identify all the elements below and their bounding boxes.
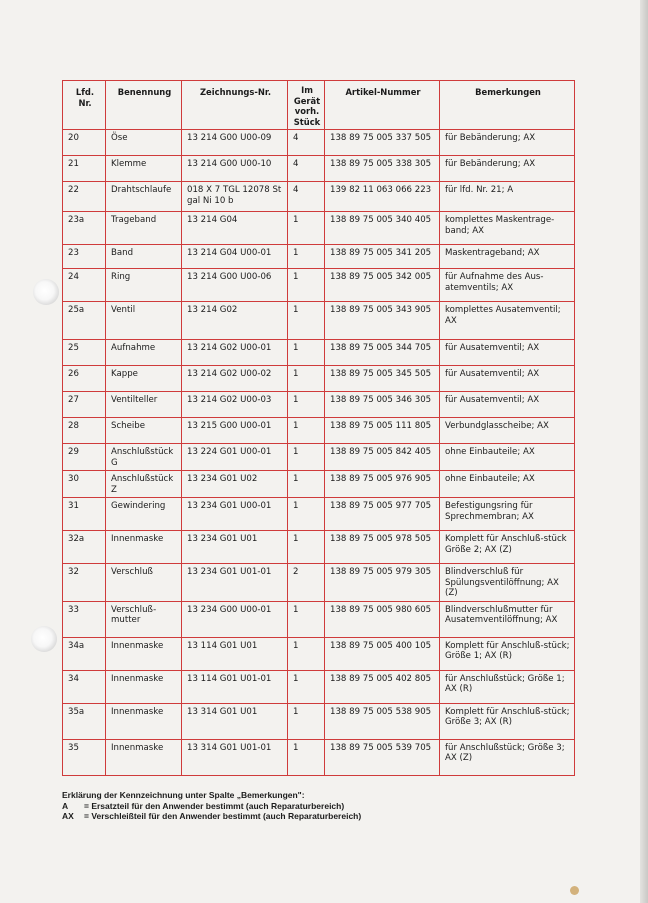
table-row	[63, 212, 575, 245]
zeichnungs-nr-cell: 13 314 G01 U01-01	[182, 739, 288, 775]
bemerkungen-cell: für Bebänderung; AX	[440, 156, 575, 182]
lfd-nr-cell: 31	[63, 498, 106, 531]
artikel-nummer-cell: 138 89 75 005 342 005	[325, 269, 440, 302]
lfd-nr-cell: 35a	[63, 703, 106, 739]
bemerkungen-cell: Komplett für Anschluß-stück; Größe 3; AX (R)	[440, 703, 575, 739]
lfd-nr-cell: 21	[63, 156, 106, 182]
table-header-row	[63, 81, 575, 130]
lfd-nr-cell: 23a	[63, 212, 106, 245]
stueck-cell: 2	[288, 564, 325, 602]
parts-table	[62, 80, 575, 776]
stueck-cell: 1	[288, 703, 325, 739]
table-row	[63, 130, 575, 156]
benennung-cell: Kappe	[106, 366, 182, 392]
lfd-nr-cell: 24	[63, 269, 106, 302]
table-body	[63, 130, 575, 776]
benennung-cell: Innenmaske	[106, 531, 182, 564]
benennung-cell: Innenmaske	[106, 637, 182, 670]
lfd-nr-cell: 25a	[63, 302, 106, 340]
bemerkungen-cell: Komplett für Anschluß-stück Größe 2; AX (Z)	[440, 531, 575, 564]
benennung-cell: Scheibe	[106, 418, 182, 444]
table-row	[63, 269, 575, 302]
stueck-cell: 4	[288, 156, 325, 182]
bemerkungen-cell: für Anschlußstück; Größe 3; AX (Z)	[440, 739, 575, 775]
lfd-nr-cell: 26	[63, 366, 106, 392]
stueck-cell: 1	[288, 637, 325, 670]
bemerkungen-cell: komplettes Maskentrage-band; AX	[440, 212, 575, 245]
lfd-nr-cell: 32	[63, 564, 106, 602]
paper-stain	[570, 886, 579, 895]
table-row	[63, 392, 575, 418]
legend-item	[62, 811, 361, 822]
bemerkungen-cell: Blindverschlußmutter für Ausatemventilöffnung; AX	[440, 601, 575, 637]
table-row	[63, 182, 575, 212]
stueck-cell: 1	[288, 471, 325, 498]
artikel-nummer-cell: 138 89 75 005 344 705	[325, 340, 440, 366]
benennung-cell: Gewindering	[106, 498, 182, 531]
artikel-nummer-cell: 138 89 75 005 346 305	[325, 392, 440, 418]
lfd-nr-cell: 27	[63, 392, 106, 418]
benennung-cell: Anschlußstück G	[106, 444, 182, 471]
benennung-cell: Band	[106, 245, 182, 269]
benennung-cell: Öse	[106, 130, 182, 156]
zeichnungs-nr-cell: 13 214 G00 U00-06	[182, 269, 288, 302]
bemerkungen-cell: für Aufnahme des Aus-atemventils; AX	[440, 269, 575, 302]
lfd-nr-cell: 34a	[63, 637, 106, 670]
lfd-nr-cell: 25	[63, 340, 106, 366]
benennung-cell: Innenmaske	[106, 739, 182, 775]
bemerkungen-cell: Blindverschluß für Spülungsventilöffnung; AX (Z)	[440, 564, 575, 602]
punch-hole-bottom	[31, 626, 57, 652]
benennung-cell: Ventilteller	[106, 392, 182, 418]
artikel-nummer-cell: 138 89 75 005 976 905	[325, 471, 440, 498]
artikel-nummer-cell: 138 89 75 005 978 505	[325, 531, 440, 564]
zeichnungs-nr-cell: 13 234 G00 U00-01	[182, 601, 288, 637]
stueck-cell: 1	[288, 601, 325, 637]
benennung-cell: Drahtschlaufe	[106, 182, 182, 212]
artikel-nummer-cell: 138 89 75 005 400 105	[325, 637, 440, 670]
lfd-nr-cell: 35	[63, 739, 106, 775]
artikel-nummer-cell: 138 89 75 005 402 805	[325, 670, 440, 703]
table-row	[63, 670, 575, 703]
lfd-nr-cell: 23	[63, 245, 106, 269]
artikel-nummer-cell: 138 89 75 005 343 905	[325, 302, 440, 340]
artikel-nummer-cell: 138 89 75 005 345 505	[325, 366, 440, 392]
page-edge	[640, 0, 648, 903]
zeichnungs-nr-cell: 13 214 G02 U00-02	[182, 366, 288, 392]
bemerkungen-cell: für Bebänderung; AX	[440, 130, 575, 156]
benennung-cell: Ring	[106, 269, 182, 302]
stueck-cell: 1	[288, 245, 325, 269]
lfd-nr-cell: 20	[63, 130, 106, 156]
table-row	[63, 703, 575, 739]
benennung-cell: Innenmaske	[106, 703, 182, 739]
benennung-cell: Anschlußstück Z	[106, 471, 182, 498]
table-row	[63, 739, 575, 775]
table-row	[63, 471, 575, 498]
table-row	[63, 531, 575, 564]
lfd-nr-cell: 33	[63, 601, 106, 637]
table-row	[63, 601, 575, 637]
stueck-cell: 1	[288, 340, 325, 366]
zeichnungs-nr-cell: 13 214 G04	[182, 212, 288, 245]
lfd-nr-cell: 34	[63, 670, 106, 703]
stueck-cell: 1	[288, 302, 325, 340]
stueck-cell: 1	[288, 392, 325, 418]
zeichnungs-nr-cell: 13 224 G01 U00-01	[182, 444, 288, 471]
zeichnungs-nr-cell: 13 215 G00 U00-01	[182, 418, 288, 444]
zeichnungs-nr-cell: 13 114 G01 U01-01	[182, 670, 288, 703]
artikel-nummer-cell: 139 82 11 063 066 223	[325, 182, 440, 212]
table-row	[63, 156, 575, 182]
stueck-cell: 1	[288, 418, 325, 444]
stueck-cell: 4	[288, 182, 325, 212]
zeichnungs-nr-cell: 13 214 G02 U00-01	[182, 340, 288, 366]
stueck-cell: 1	[288, 739, 325, 775]
bemerkungen-cell: für Anschlußstück; Größe 1; AX (R)	[440, 670, 575, 703]
benennung-cell: Verschluß-mutter	[106, 601, 182, 637]
stueck-cell: 1	[288, 366, 325, 392]
benennung-cell: Ventil	[106, 302, 182, 340]
stueck-cell: 4	[288, 130, 325, 156]
artikel-nummer-cell: 138 89 75 005 979 305	[325, 564, 440, 602]
bemerkungen-cell: für Ausatemventil; AX	[440, 392, 575, 418]
table-row	[63, 302, 575, 340]
stueck-cell: 1	[288, 498, 325, 531]
zeichnungs-nr-cell: 13 234 G01 U01	[182, 531, 288, 564]
header-stueck: Im Gerät vorh. Stück	[288, 81, 325, 130]
lfd-nr-cell: 29	[63, 444, 106, 471]
artikel-nummer-cell: 138 89 75 005 341 205	[325, 245, 440, 269]
zeichnungs-nr-cell: 13 214 G00 U00-10	[182, 156, 288, 182]
lfd-nr-cell: 28	[63, 418, 106, 444]
legend-item	[62, 801, 361, 812]
table-row	[63, 498, 575, 531]
benennung-cell: Trageband	[106, 212, 182, 245]
stueck-cell: 1	[288, 531, 325, 564]
bemerkungen-cell: ohne Einbauteile; AX	[440, 471, 575, 498]
zeichnungs-nr-cell: 13 234 G01 U00-01	[182, 498, 288, 531]
header-artikel-nummer: Artikel-Nummer	[325, 81, 440, 130]
header-lfd-nr: Lfd. Nr.	[63, 81, 106, 130]
bemerkungen-cell: für Ausatemventil; AX	[440, 340, 575, 366]
header-benennung: Benennung	[106, 81, 182, 130]
table-row	[63, 340, 575, 366]
legend-text: = Verschleißteil für den Anwender bestimmt (auch Reparaturbereich)	[84, 811, 362, 821]
artikel-nummer-cell: 138 89 75 005 338 305	[325, 156, 440, 182]
bemerkungen-cell: Maskentrageband; AX	[440, 245, 575, 269]
artikel-nummer-cell: 138 89 75 005 340 405	[325, 212, 440, 245]
stueck-cell: 1	[288, 670, 325, 703]
bemerkungen-cell: Befestigungsring für Sprechmembran; AX	[440, 498, 575, 531]
benennung-cell: Innenmaske	[106, 670, 182, 703]
zeichnungs-nr-cell: 13 214 G02 U00-03	[182, 392, 288, 418]
table-row	[63, 418, 575, 444]
stueck-cell: 1	[288, 444, 325, 471]
zeichnungs-nr-cell: 13 214 G04 U00-01	[182, 245, 288, 269]
bemerkungen-cell: für lfd. Nr. 21; A	[440, 182, 575, 212]
legend	[62, 790, 361, 822]
artikel-nummer-cell: 138 89 75 005 337 505	[325, 130, 440, 156]
header-zeichnungs-nr: Zeichnungs-Nr.	[182, 81, 288, 130]
zeichnungs-nr-cell: 13 214 G00 U00-09	[182, 130, 288, 156]
stueck-cell: 1	[288, 212, 325, 245]
artikel-nummer-cell: 138 89 75 005 842 405	[325, 444, 440, 471]
lfd-nr-cell: 22	[63, 182, 106, 212]
benennung-cell: Klemme	[106, 156, 182, 182]
zeichnungs-nr-cell: 018 X 7 TGL 12078 St gal Ni 10 b	[182, 182, 288, 212]
header-bemerkungen: Bemerkungen	[440, 81, 575, 130]
benennung-cell: Aufnahme	[106, 340, 182, 366]
benennung-cell: Verschluß	[106, 564, 182, 602]
legend-text: = Ersatzteil für den Anwender bestimmt (auch Reparaturbereich)	[84, 800, 345, 811]
legend-key: A	[62, 800, 69, 811]
table-row	[63, 245, 575, 269]
stueck-cell: 1	[288, 269, 325, 302]
zeichnungs-nr-cell: 13 234 G01 U01-01	[182, 564, 288, 602]
artikel-nummer-cell: 138 89 75 005 111 805	[325, 418, 440, 444]
lfd-nr-cell: 32a	[63, 531, 106, 564]
artikel-nummer-cell: 138 89 75 005 538 905	[325, 703, 440, 739]
bemerkungen-cell: komplettes Ausatemventil; AX	[440, 302, 575, 340]
legend-key: AX	[62, 811, 74, 821]
zeichnungs-nr-cell: 13 214 G02	[182, 302, 288, 340]
legend-title: Erklärung der Kennzeichnung unter Spalte „Bemerkungen":	[62, 790, 305, 800]
artikel-nummer-cell: 138 89 75 005 980 605	[325, 601, 440, 637]
lfd-nr-cell: 30	[63, 471, 106, 498]
table-row	[63, 366, 575, 392]
zeichnungs-nr-cell: 13 314 G01 U01	[182, 703, 288, 739]
table-row	[63, 637, 575, 670]
punch-hole-top	[33, 279, 59, 305]
artikel-nummer-cell: 138 89 75 005 539 705	[325, 739, 440, 775]
bemerkungen-cell: für Ausatemventil; AX	[440, 366, 575, 392]
zeichnungs-nr-cell: 13 114 G01 U01	[182, 637, 288, 670]
table-row	[63, 444, 575, 471]
bemerkungen-cell: ohne Einbauteile; AX	[440, 444, 575, 471]
table-row	[63, 564, 575, 602]
bemerkungen-cell: Komplett für Anschluß-stück; Größe 1; AX (R)	[440, 637, 575, 670]
zeichnungs-nr-cell: 13 234 G01 U02	[182, 471, 288, 498]
artikel-nummer-cell: 138 89 75 005 977 705	[325, 498, 440, 531]
bemerkungen-cell: Verbundglasscheibe; AX	[440, 418, 575, 444]
